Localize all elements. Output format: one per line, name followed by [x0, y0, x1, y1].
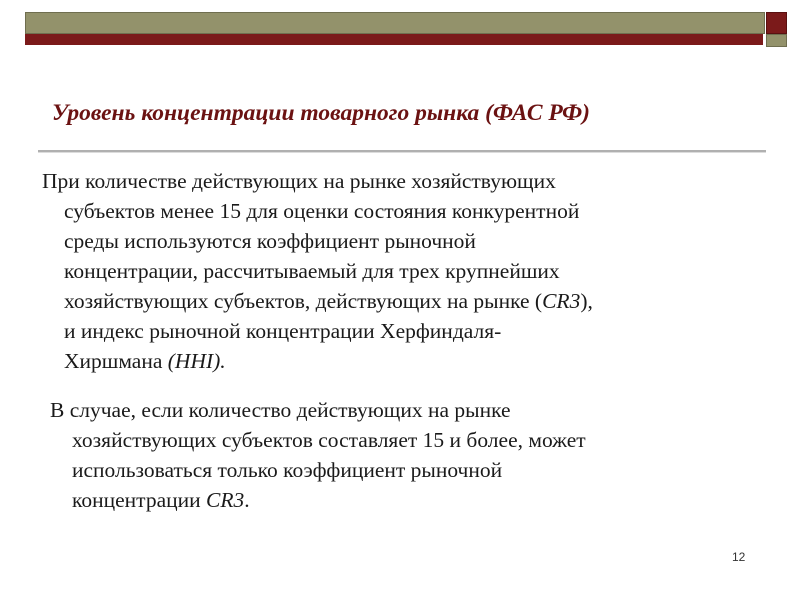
paragraph-line: и индекс рыночной концентрации Херфиндаля- [64, 319, 502, 343]
paragraph-cr3-only [50, 395, 586, 515]
paragraph-line: хозяйствующих субъектов составляет 15 и более, может [72, 428, 586, 452]
page-number: 12 [732, 550, 746, 564]
paragraph-line: хозяйствующих субъектов, действующих на рынке (CR3), [64, 289, 593, 313]
italic-term: (HHI). [167, 349, 226, 373]
paragraph-line: использоваться только коэффициент рыночной [72, 458, 503, 482]
slide-title: Уровень концентрации товарного рынка (ФАС РФ) [52, 100, 590, 126]
paragraph-line: субъектов менее 15 для оценки состояния конкурентной [64, 199, 580, 223]
header-square-olive [766, 34, 787, 47]
paragraph-line: При количестве действующих на рынке хозяйствующих [42, 169, 556, 193]
paragraph-line: концентрации CR3. [72, 488, 250, 512]
title-divider [38, 150, 766, 153]
italic-term: CR3 [542, 289, 581, 313]
header-bar-red [25, 34, 763, 45]
paragraph-line: концентрации, рассчитываемый для трех крупнейших [64, 259, 560, 283]
header-square-red [766, 12, 787, 34]
paragraph-line: среды используются коэффициент рыночной [64, 229, 476, 253]
paragraph-line: Хиршмана (HHI). [64, 349, 226, 373]
header-bar-olive [25, 12, 765, 34]
paragraph-cr3-hhi [42, 166, 593, 376]
italic-term: CR3 [206, 488, 245, 512]
paragraph-line: В случае, если количество действующих на рынке [50, 398, 511, 422]
